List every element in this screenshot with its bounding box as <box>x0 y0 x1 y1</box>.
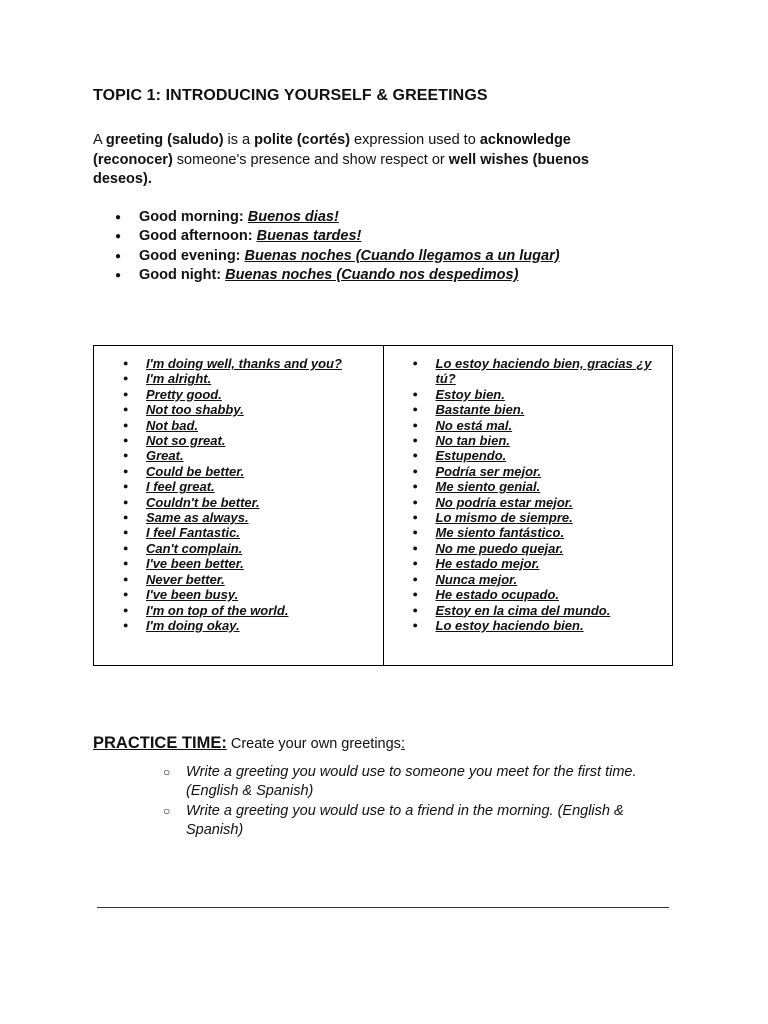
greeting-spanish: Buenas tardes! <box>256 228 362 245</box>
spanish-phrase: ● No me puedo quejar. <box>384 541 673 556</box>
intro-paragraph <box>93 131 633 190</box>
practice-task: ○ Write a greeting you would use to a friend in the morning. (English & Spanish) <box>163 802 683 841</box>
spanish-phrase: ● Estoy en la cima del mundo. <box>384 603 673 618</box>
spanish-phrase: ● No podría estar mejor. <box>384 495 673 510</box>
answer-line <box>97 907 669 908</box>
greeting-english: Good evening: <box>139 247 245 264</box>
english-phrase: ● Not so great. <box>94 433 383 448</box>
english-phrase: ● I've been busy. <box>94 587 383 602</box>
english-phrase: ● Could be better. <box>94 464 383 479</box>
spanish-phrase: ● Lo estoy haciendo bien. <box>384 618 673 633</box>
english-phrase: ● I'm on top of the world. <box>94 603 383 618</box>
english-phrase: ● Not bad. <box>94 418 383 433</box>
english-phrases-column <box>94 346 384 665</box>
english-phrase: ● I'm doing okay. <box>94 618 383 633</box>
english-phrase: ● I feel great. <box>94 479 383 494</box>
practice-instruction: Create your own greetings <box>226 736 401 752</box>
spanish-phrase: ● Me siento genial. <box>384 479 673 494</box>
intro-term-polite: polite (cortés) <box>254 132 351 148</box>
greeting-item <box>93 208 560 227</box>
greeting-spanish: Buenas noches (Cuando llegamos a un lugar) <box>244 247 560 264</box>
spanish-phrase: ● No tan bien. <box>384 433 673 448</box>
greeting-english: Good night: <box>139 267 226 284</box>
greeting-item <box>93 266 560 285</box>
phrase-table <box>93 345 673 666</box>
greeting-item <box>93 227 560 246</box>
spanish-phrase: ● Estupendo. <box>384 448 673 463</box>
intro-term-acknowledge: acknowledge (reconocer) <box>93 132 571 168</box>
page-title: TOPIC 1: INTRODUCING YOURSELF & GREETINGS <box>93 87 488 104</box>
spanish-phrase: ● Bastante bien. <box>384 402 673 417</box>
intro-term-well-wishes: well wishes (buenos deseos) <box>93 151 589 188</box>
greeting-item <box>93 247 560 266</box>
spanish-phrase: ● Me siento fantástico. <box>384 525 673 540</box>
spanish-phrase: ● Nunca mejor. <box>384 572 673 587</box>
intro-text: is a <box>223 132 255 148</box>
greeting-spanish: Buenos dias! <box>247 209 339 225</box>
spanish-phrase: ● Lo mismo de siempre. <box>384 510 673 525</box>
practice-colon: : <box>400 736 405 752</box>
intro-term-greeting: greeting (saludo) <box>105 132 224 148</box>
spanish-phrase: ● Podría ser mejor. <box>384 464 673 479</box>
practice-heading <box>93 734 405 753</box>
spanish-phrase: ● He estado ocupado. <box>384 587 673 602</box>
greetings-list <box>93 208 560 286</box>
intro-text: someone's presence and show respect or <box>172 151 449 168</box>
english-phrase: ● I've been better. <box>94 556 383 571</box>
intro-text: A <box>93 132 106 148</box>
english-phrase: ● Can't complain. <box>94 541 383 556</box>
intro-text: . <box>147 171 152 188</box>
spanish-phrase: ● Estoy bien. <box>384 387 673 402</box>
english-phrase: ● I'm alright. <box>94 371 383 386</box>
spanish-phrase: ● Lo estoy haciendo bien, gracias ¿y tú? <box>384 356 673 387</box>
spanish-phrase: ● He estado mejor. <box>384 556 673 571</box>
english-phrase: ● Couldn't be better. <box>94 495 383 510</box>
english-phrase: ● I feel Fantastic. <box>94 525 383 540</box>
intro-text: expression used to <box>350 132 480 148</box>
greeting-english: Good afternoon: <box>139 228 257 245</box>
spanish-phrases-column <box>384 346 673 665</box>
practice-label: PRACTICE TIME: <box>93 734 227 752</box>
english-phrase: ● I'm doing well, thanks and you? <box>94 356 383 371</box>
english-phrase: ● Great. <box>94 448 383 463</box>
english-phrase: ● Not too shabby. <box>94 402 383 417</box>
practice-task-list <box>163 763 683 841</box>
english-phrase: ● Pretty good. <box>94 387 383 402</box>
english-phrase: ● Same as always. <box>94 510 383 525</box>
practice-task: ○ Write a greeting you would use to someone you meet for the first time. (English & Spanish) <box>163 763 683 802</box>
greeting-english: Good morning: <box>139 209 248 225</box>
greeting-spanish: Buenas noches (Cuando nos despedimos) <box>225 267 519 284</box>
spanish-phrase: ● No está mal. <box>384 418 673 433</box>
english-phrase: ● Never better. <box>94 572 383 587</box>
